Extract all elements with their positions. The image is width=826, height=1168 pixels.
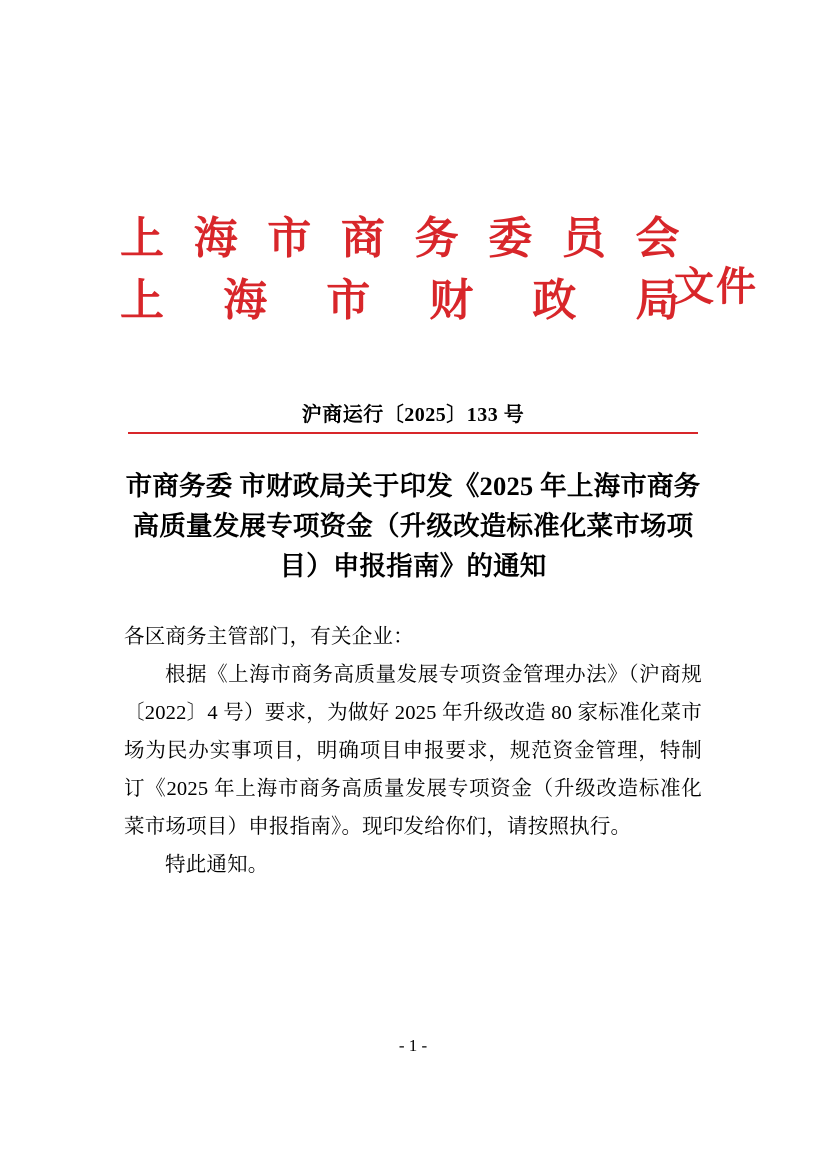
letterhead-line-2: 上 海 市 财 政 局	[120, 276, 680, 325]
document-body	[124, 618, 702, 884]
body-paragraph: 根据《上海市商务高质量发展专项资金管理办法》（沪商规〔2022〕4 号）要求，为做好 2025 年升级改造 80 家标准化菜市场为民办实事项目，明确项目申报要求，规范资金管理，特制订《2025 年上海市商务高质量发展专项资金（升级改造标准化菜市场项目）申报指南》。现印发给你们，请按照执行。	[124, 664, 702, 838]
letterhead-line-1: 上 海 市 商 务 委 员 会	[120, 214, 680, 263]
red-divider-rule	[128, 432, 698, 434]
body-paragraph: 特此通知。	[165, 854, 269, 876]
letterhead	[0, 208, 826, 338]
letterhead-lines	[120, 208, 680, 332]
salutation: 各区商务主管部门，有关企业：	[124, 626, 414, 648]
letterhead-wenjian-label: 文件	[674, 264, 758, 309]
page-title: 市商务委 市财政局关于印发《2025 年上海市商务高质量发展专项资金（升级改造标准化菜市场项目）申报指南》的通知	[125, 471, 701, 581]
page-number: - 1 -	[398, 1036, 428, 1055]
document-number: 沪商运行〔2025〕133 号	[301, 404, 525, 426]
